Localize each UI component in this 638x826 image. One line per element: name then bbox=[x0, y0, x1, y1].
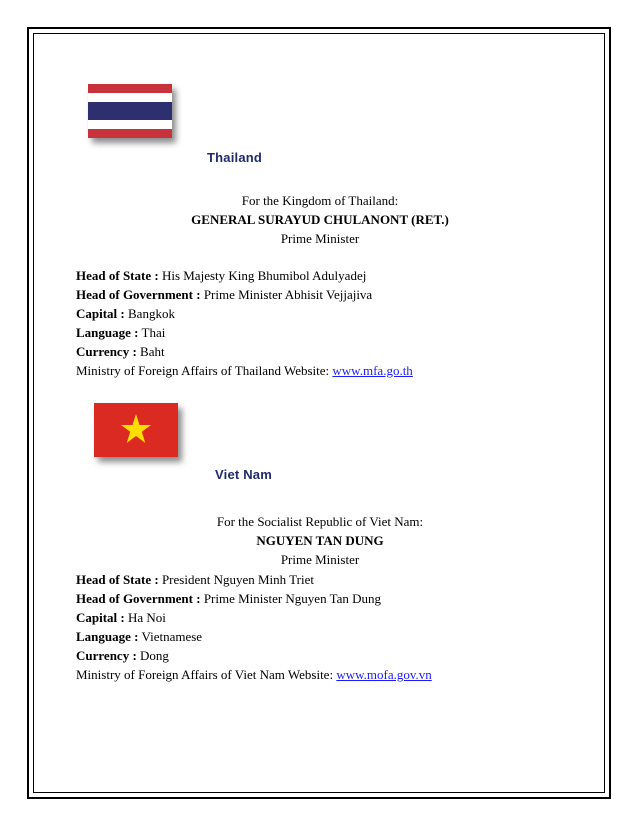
vietnam-leader-block bbox=[80, 512, 560, 569]
country-title-thailand: Thailand bbox=[207, 150, 263, 165]
thailand-leader-name: GENERAL SURAYUD CHULANONT (RET.) bbox=[191, 212, 449, 227]
country-title-vietnam: Viet Nam bbox=[215, 467, 272, 482]
vietnam-flag-graphic bbox=[94, 403, 178, 457]
info-row-currency: Currency : Baht bbox=[76, 344, 165, 359]
info-row-language: Language : Vietnamese bbox=[76, 629, 203, 644]
info-row-ministry: Ministry of Foreign Affairs of Viet Nam Website: www.mofa.gov.vn bbox=[76, 667, 432, 682]
info-row-capital: Capital : Bangkok bbox=[76, 306, 175, 321]
thailand-info bbox=[76, 266, 413, 380]
info-row-language: Language : Thai bbox=[76, 325, 166, 340]
info-row-currency: Currency : Dong bbox=[76, 648, 169, 663]
thailand-intro: For the Kingdom of Thailand: bbox=[241, 193, 399, 208]
thailand-flag bbox=[88, 84, 172, 138]
info-row-capital: Capital : Ha Noi bbox=[76, 610, 166, 625]
info-row-head-of-state: Head of State : His Majesty King Bhumibol Adulyadej bbox=[76, 268, 367, 283]
thailand-leader-block bbox=[80, 191, 560, 248]
vietnam-flag bbox=[94, 403, 178, 457]
info-row-head-of-state: Head of State : President Nguyen Minh Triet bbox=[76, 572, 314, 587]
vietnam-leader-name: NGUYEN TAN DUNG bbox=[256, 533, 384, 548]
vietnam-leader-role: Prime Minister bbox=[280, 552, 360, 567]
thailand-website-link[interactable]: www.mfa.go.th bbox=[332, 363, 413, 378]
vietnam-website-link[interactable]: www.mofa.gov.vn bbox=[336, 667, 432, 682]
info-row-ministry: Ministry of Foreign Affairs of Thailand Website: www.mfa.go.th bbox=[76, 363, 413, 378]
vietnam-info bbox=[76, 570, 432, 684]
vietnam-intro: For the Socialist Republic of Viet Nam: bbox=[216, 514, 424, 529]
thailand-leader-role: Prime Minister bbox=[280, 231, 360, 246]
info-row-head-of-government: Head of Government : Prime Minister Nguyen Tan Dung bbox=[76, 591, 382, 606]
info-row-head-of-government: Head of Government : Prime Minister Abhisit Vejjajiva bbox=[76, 287, 373, 302]
